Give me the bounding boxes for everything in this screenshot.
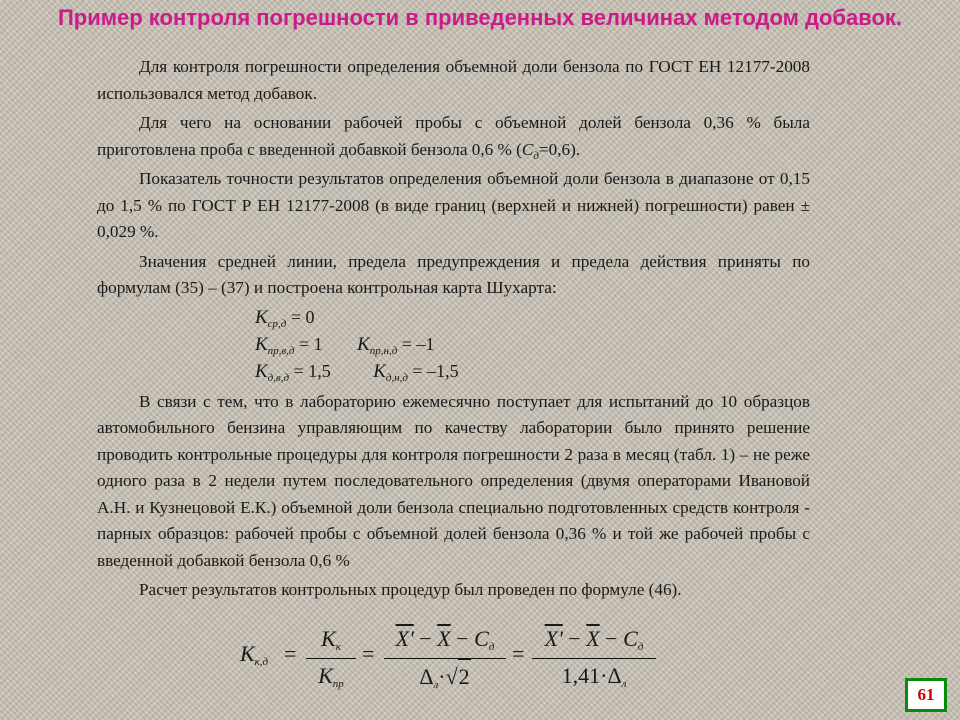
- control-limits-formulas: [255, 304, 810, 385]
- paragraph-5: В связи с тем, что в лабораторию ежемесячно поступает для испытаний до 10 образцов автомобильного бензина управляющим по качеству лаборатории было принято решение проводить контрольные процедуры для контроля погрешности 2 раза в месяц (табл. 1) – не реже одного раза в 2 недели путем последовательного определения (двумя операторами Ивановой А.Н. и Кузнецовой Е.К.) объемной доли бензола специально подготовленных средств контроля - парных образцов: рабочей пробы с объемной долей бензола 0,36 % и той же рабочей пробы с введенной добавкой бензола 0,6 %: [97, 391, 810, 570]
- warning-limits-formula: $К_{пр,в,д} = 1$ $К_{пр,н,д} = -1$: [255, 333, 435, 357]
- fraction-difference-sqrt: $X' - \overline{X} - C_д$ $\Delta_л\cdot√2$: [384, 624, 506, 693]
- center-line-formula: $К_{ср,д} = 0$: [255, 306, 315, 330]
- action-limits-formula: $К_{д,в,д} = 1,5$ $К_{д,н,д} = -1,5$: [255, 360, 459, 384]
- formula-46: $К_{к,д}$ = $К_к$ $К_{пр}$ = $X' - \overline{X} - C_д$ $\Delta_л\cdot√2$ = $X' - \overline{X} - C_д$ $1,41\cdot\Delta_л$: [240, 624, 700, 696]
- paragraph-2: Для чего на основании рабочей пробы с объемной долей бензола 0,36 % была приготовлена проба с введенной добавкой бензола 0,6 % $(С_д=0,6)$.: [97, 113, 810, 162]
- formula-lhs: $К_{к,д}$: [240, 641, 269, 668]
- fraction-difference-coef: $X' - \overline{X} - C_д$ $1,41\cdot\Delta_л$: [532, 624, 656, 693]
- slide-title: Пример контроля погрешности в приведенных величинах методом добавок.: [57, 5, 903, 30]
- slide-body: [97, 54, 810, 604]
- page-number: 61: [917, 685, 935, 704]
- paragraph-4: Значения средней линии, предела предупреждения и предела действия приняты по формулам (35) – (37) и построена контрольная карта Шухарта:: [97, 251, 810, 297]
- paragraph-3: Показатель точности результатов определения объемной доли бензола в диапазоне от 0,15 до 1,5 % по ГОСТ Р ЕН 12177-2008 (в виде границ (верхней и нижней) погрешности) равен ± 0,029 %.: [97, 169, 810, 241]
- paragraph-6: Расчет результатов контрольных процедур был проведен по формуле (46).: [139, 580, 682, 599]
- fraction-k-ratio: $К_к$ $К_{пр}$: [306, 624, 356, 693]
- page-number-badge: [905, 678, 947, 712]
- paragraph-1: Для контроля погрешности определения объемной доли бензола по ГОСТ ЕН 12177-2008 использовался метод добавок.: [97, 57, 810, 103]
